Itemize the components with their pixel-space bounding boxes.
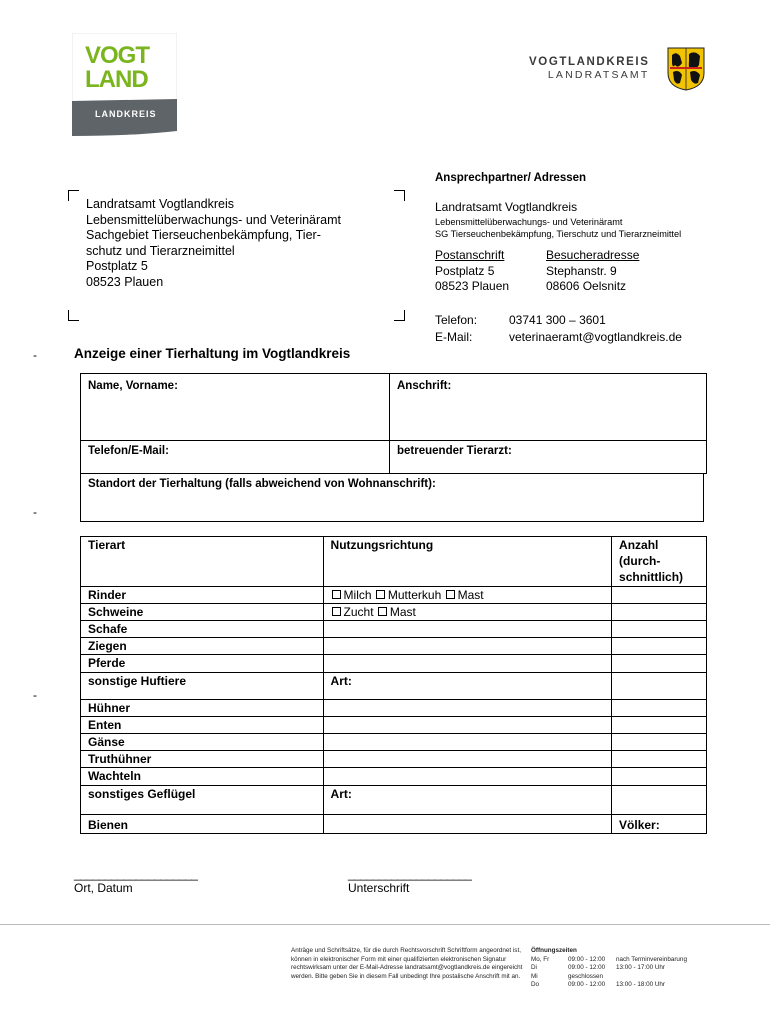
col-count-header [612,537,707,587]
hours-time: 09:00 - 12:00 [568,955,606,963]
animal-rinder: Rinder [81,586,324,603]
hours-time: 09:00 - 12:00 [568,964,606,972]
count-cell[interactable] [612,699,707,716]
hours-extra: 13:00 - 18:00 Uhr [616,981,666,989]
corner-bracket [68,310,79,321]
hours-day: Di [531,964,537,972]
hives-cell[interactable]: Völker: [612,814,707,833]
logo-line2: LAND [85,66,148,93]
table-row [81,734,707,751]
use-cell[interactable] [323,621,612,638]
contact-labels [435,312,477,346]
table-row [81,638,707,655]
table-row [81,586,707,603]
art-cell[interactable]: Art: [323,672,612,699]
phone-value: 03741 300 – 3601 [509,313,606,327]
count-cell[interactable] [612,716,707,733]
animal-pferde: Pferde [81,655,324,672]
opening-hours-title: Öffnungszeiten [531,947,577,954]
logo-line1: VOGT [85,42,150,69]
org-name: VOGTLANDKREIS [529,56,650,68]
table-row [81,672,707,699]
form-title: Anzeige einer Tierhaltung im Vogtlandkreis [74,346,351,361]
address-line: 08523 Plauen [86,274,164,289]
animal-table [80,536,707,834]
checkbox[interactable] [378,607,387,616]
fold-mark: - [33,505,37,519]
corner-bracket [394,310,405,321]
count-cell[interactable] [612,621,707,638]
use-cell[interactable] [323,638,612,655]
animal-schafe: Schafe [81,621,324,638]
signature-line[interactable]: ____________________ [348,867,472,881]
animal-huftiere: sonstige Huftiere [81,672,324,699]
use-schweine [323,603,612,620]
corner-bracket [394,190,405,201]
recipient-address [86,197,341,290]
postal-address [435,264,509,294]
table-row [81,751,707,768]
use-cell[interactable] [323,699,612,716]
visitor-address [546,264,626,294]
org-header [529,56,649,81]
count-cell[interactable] [612,785,707,814]
table-row [81,621,707,638]
count-cell[interactable] [612,586,707,603]
address-line: Postplatz 5 [86,259,148,273]
postal-line2: 08523 Plauen [435,279,510,293]
table-row [81,699,707,716]
table-row [81,655,707,672]
hours-row [531,973,687,982]
table-header [81,537,707,587]
col-count-line2: schnittlich) [619,570,684,585]
fold-mark: - [33,688,37,702]
hours-day: Mo, Fr [531,955,550,963]
visitor-label: Besucheradresse [546,248,640,262]
count-cell[interactable] [612,638,707,655]
col-use-header: Nutzungsrichtung [323,537,612,587]
fold-mark: - [33,348,37,362]
name-label: Name, Vorname: [88,380,178,392]
option-label: Mast [389,604,416,619]
address-label: Anschrift: [397,380,452,392]
animal-gaense: Gänse [81,734,324,751]
checkbox[interactable] [376,590,385,599]
use-cell[interactable] [323,716,612,733]
location-field[interactable] [80,473,704,522]
use-cell[interactable] [323,734,612,751]
phone-field-label: Telefon/E-Mail: [88,445,169,457]
table-row [81,603,707,620]
hours-time: geschlossen [568,972,604,980]
address-field[interactable] [389,373,707,441]
use-cell[interactable] [323,768,612,785]
checkbox[interactable] [446,590,455,599]
animal-enten: Enten [81,716,324,733]
use-cell[interactable] [323,814,612,833]
name-field[interactable] [80,373,390,441]
contact-dept [435,216,681,240]
contact-dept-line2: SG Tierseuchenbekämpfung, Tierschutz und Tierarzneimittel [435,229,682,239]
hours-row [531,981,687,990]
count-cell[interactable] [612,603,707,620]
use-rinder [323,586,612,603]
animal-ziegen: Ziegen [81,638,324,655]
option-label: Zucht [343,604,374,619]
animal-bienen: Bienen [81,814,324,833]
logo-sub: LANDKREIS [95,109,157,119]
option-label: Mast [457,587,484,602]
count-cell[interactable] [612,734,707,751]
corner-bracket [68,190,79,201]
address-line: Landratsamt Vogtlandkreis [86,197,235,211]
hours-time: 09:00 - 12:00 [568,981,606,989]
place-date-label: Ort, Datum [74,881,133,895]
hours-day: Do [531,981,540,989]
signature-label: Unterschrift [348,881,410,895]
table-row [81,785,707,814]
email-value[interactable]: veterinaeramt@vogtlandkreis.de [509,330,682,344]
contact-values [509,312,682,346]
hours-extra: nach Terminvereinbarung [616,955,687,963]
postal-line1: Postplatz 5 [435,264,495,278]
location-label: Standort der Tierhaltung (falls abweichend von Wohnanschrift): [88,478,436,490]
address-line: Sachgebiet Tierseuchenbekämpfung, Tier- [86,228,321,242]
option-label: Mutterkuh [387,587,442,602]
col-count-line1: Anzahl (durch- [619,538,661,569]
count-cell[interactable] [612,672,707,699]
checkbox[interactable] [332,590,341,599]
use-cell[interactable] [323,751,612,768]
address-line: Lebensmittelüberwachungs- und Veterinäramt [86,212,342,227]
vet-label: betreuender Tierarzt: [397,445,512,457]
contact-org: Landratsamt Vogtlandkreis [435,200,578,214]
hours-day: Mi [531,972,538,980]
table-row [81,814,707,833]
use-cell[interactable] [323,655,612,672]
opening-hours [531,947,687,990]
table-row [81,716,707,733]
animal-wachteln: Wachteln [81,768,324,785]
email-label: E-Mail: [435,330,473,344]
hours-extra: 13:00 - 17:00 Uhr [616,964,666,972]
count-cell[interactable] [612,655,707,672]
phone-label: Telefon: [435,313,478,327]
option-label: Milch [343,587,372,602]
art-cell[interactable]: Art: [323,785,612,814]
animal-schweine: Schweine [81,603,324,620]
place-date-line[interactable]: ____________________ [74,867,198,881]
animal-gefluegel: sonstiges Geflügel [81,785,324,814]
contact-dept-line1: Lebensmittelüberwachungs- und Veterinäramt [435,217,623,227]
visitor-line1: Stephanstr. 9 [546,264,617,278]
address-line: schutz und Tierarzneimittel [86,243,235,258]
postal-label: Postanschrift [435,248,505,262]
hours-row [531,964,687,973]
col-animal-header: Tierart [81,537,324,587]
footer-divider [0,924,770,925]
table-row [81,768,707,785]
org-sub: LANDRATSAMT [547,69,650,81]
contact-heading: Ansprechpartner/ Adressen [435,172,587,184]
visitor-line2: 08606 Oelsnitz [546,279,627,293]
count-cell[interactable] [612,768,707,785]
coat-of-arms-icon [667,47,705,91]
vet-field[interactable] [389,440,707,474]
count-cell[interactable] [612,751,707,768]
animal-huehner: Hühner [81,699,324,716]
footer-note: Anträge und Schriftsätze, für die durch Rechtsvorschrift Schriftform angeordnet ist, können in elektronischer Form mit einer qualifizierten elektronischen Signatur rechtswirksam unter der E-Mail-Adresse landratsamt@vogtlandkreis.de eingereicht werden. Bitte geben Sie in diesem Fall unbedingt Ihre postalische Anschrift mit an. [291,947,523,980]
hours-row [531,956,687,965]
animal-truthuehner: Truthühner [81,751,324,768]
vogtland-logo [72,33,177,136]
checkbox[interactable] [332,607,341,616]
phone-field[interactable] [80,440,390,474]
